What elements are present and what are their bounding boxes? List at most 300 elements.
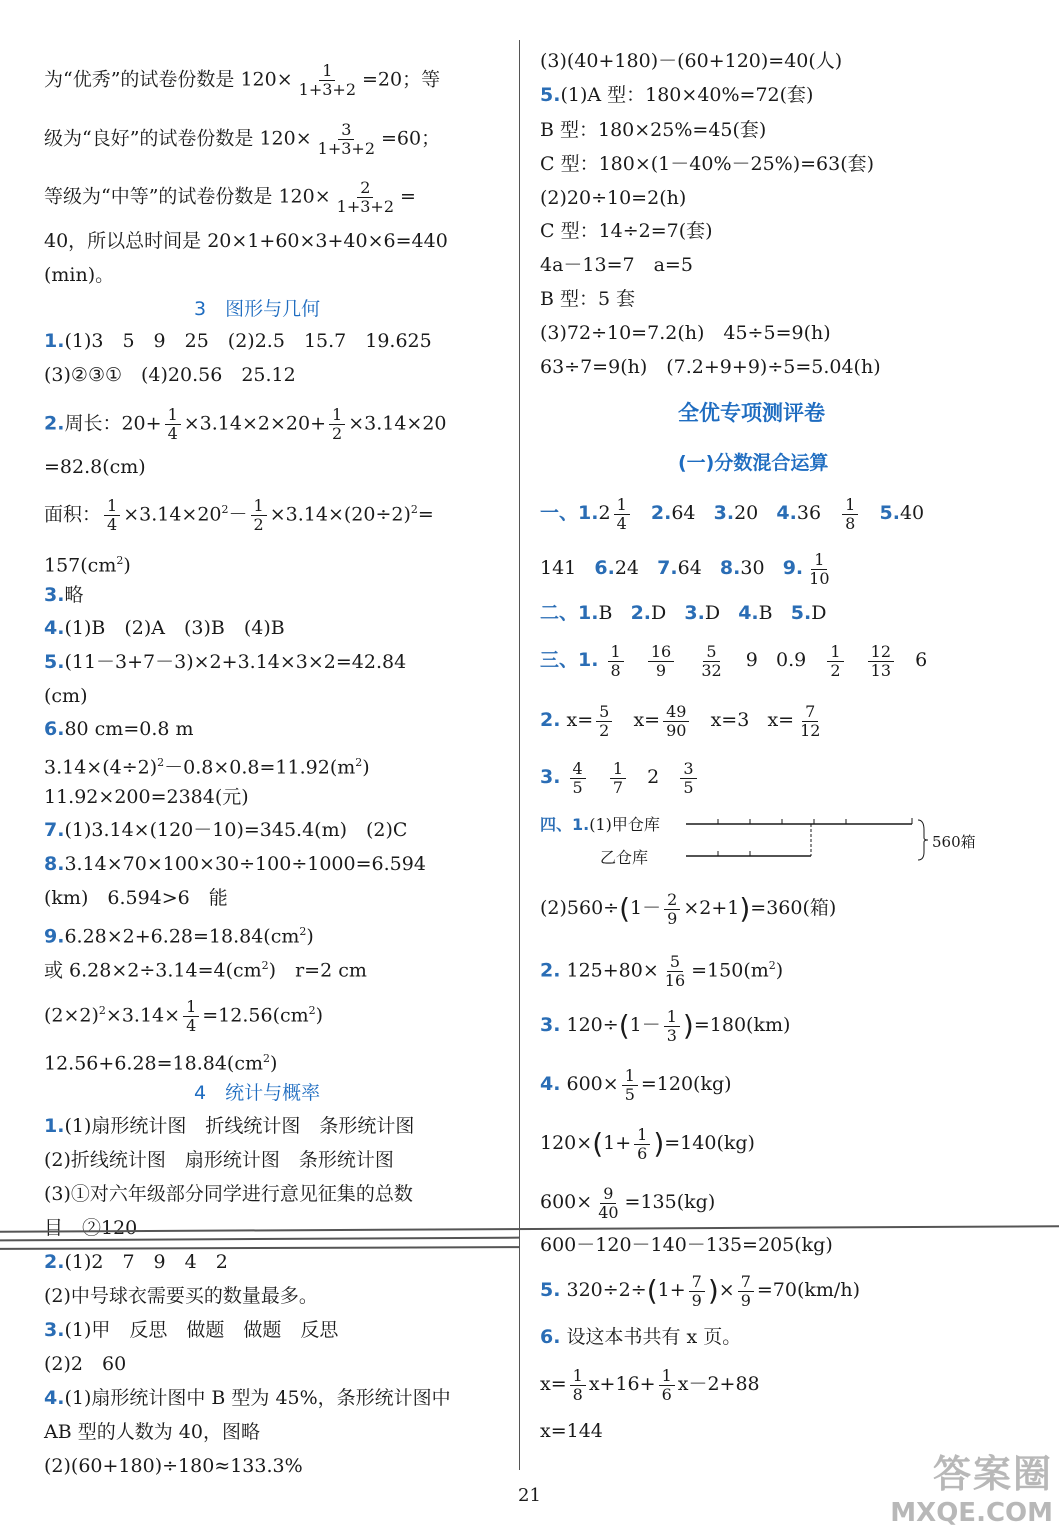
answer-line	[540, 82, 813, 108]
diagram-label: 乙仓库	[600, 848, 649, 867]
answer-line	[540, 548, 836, 588]
superscript: 2	[355, 756, 363, 769]
answer-line: 600－120－140－135=205(kg)	[540, 1234, 833, 1256]
text: 1－	[630, 897, 662, 919]
section-label: 二、	[540, 602, 579, 624]
text: )	[362, 756, 370, 779]
numerator: 16	[648, 643, 674, 662]
answer-line	[540, 812, 660, 838]
answer-line: (2)2 60	[44, 1353, 127, 1375]
answer-line	[540, 600, 826, 626]
answer-line	[540, 1182, 715, 1222]
denominator: 4	[616, 513, 627, 533]
question-number: 5.	[879, 502, 900, 524]
watermark-line: MXQE.COM	[890, 1498, 1053, 1528]
numerator: 12	[868, 643, 894, 662]
answer-line	[540, 1005, 790, 1046]
denominator: 6	[661, 1384, 672, 1404]
question-number: 1.	[572, 815, 590, 834]
text: x+16+	[588, 1373, 656, 1395]
text: D	[704, 602, 721, 624]
superscript: 2	[116, 554, 124, 567]
text: =20；等	[362, 68, 441, 91]
text: 125+80×	[566, 959, 659, 982]
section-label: 四、	[540, 815, 573, 834]
text: 1+	[657, 1279, 686, 1301]
question-number: 1.	[578, 649, 599, 671]
answer-line: 40，所以总时间是 20×1+60×3+40×6=440	[44, 230, 448, 252]
text: 64	[671, 502, 696, 524]
warehouse-a-bar	[686, 818, 912, 824]
fraction	[827, 643, 843, 680]
text: 2	[598, 502, 611, 524]
denominator: 2	[332, 424, 343, 443]
numerator: 9	[600, 1185, 616, 1204]
fraction	[622, 1067, 638, 1104]
watermark	[890, 1443, 1053, 1528]
denominator: 7	[612, 777, 623, 797]
text: 20	[734, 502, 759, 524]
numerator: 5	[667, 953, 683, 972]
text: 80 cm=0.8 m	[64, 718, 194, 740]
paren: )	[653, 1127, 665, 1160]
text: (2)560÷	[540, 897, 620, 919]
paren: )	[682, 1009, 694, 1042]
superscript: 2	[98, 1004, 106, 1018]
answer-line: (3)②③① (4)20.56 25.12	[44, 364, 296, 386]
text: 600×	[540, 1191, 593, 1213]
fraction	[868, 643, 894, 680]
answer-line	[44, 851, 426, 877]
question-number: 4.	[44, 617, 65, 639]
numerator: 1	[842, 496, 858, 515]
answer-line	[44, 582, 83, 608]
numerator: 3	[338, 121, 354, 140]
answer-line: AB 型的人数为 40，图略	[44, 1421, 260, 1443]
text: )	[270, 1052, 278, 1075]
answer-line: 4a－13=7 a=5	[540, 254, 693, 276]
fraction	[842, 496, 858, 533]
numerator: 1	[251, 497, 267, 516]
section-title: 3 图形与几何	[194, 298, 321, 320]
numerator: 1	[614, 496, 630, 515]
answer-line	[540, 1324, 741, 1350]
warehouse-b-bar	[686, 824, 811, 856]
text: )	[315, 1004, 324, 1027]
question-number: 8.	[719, 557, 741, 579]
page-number: 21	[518, 1485, 541, 1506]
fraction	[634, 1126, 650, 1163]
text: 9	[745, 649, 758, 671]
section-label: 一、	[540, 502, 579, 524]
fraction	[680, 760, 696, 797]
fraction	[183, 998, 199, 1035]
text: －0.8×0.8=11.92(m	[164, 756, 356, 779]
denominator: 13	[870, 660, 892, 680]
answer-line	[44, 750, 370, 780]
answer-line: C 型：14÷2=7(套)	[540, 220, 713, 242]
fraction	[698, 643, 724, 680]
text: ) r=2 cm	[268, 959, 367, 982]
answer-line: (cm)	[44, 685, 88, 707]
question-number: 4.	[44, 1387, 65, 1409]
column-divider	[519, 40, 520, 1470]
numerator: 3	[680, 760, 696, 779]
numerator: 1	[329, 406, 345, 425]
answer-line: (km) 6.594>6 能	[44, 887, 228, 909]
scan-line	[0, 1246, 520, 1250]
denominator: 8	[845, 513, 856, 533]
text: )	[775, 959, 784, 982]
answer-line: =82.8(cm)	[44, 456, 146, 478]
superscript: 2	[261, 959, 269, 972]
paren: (	[619, 892, 631, 925]
question-number: 3.	[44, 1319, 65, 1341]
denominator: 9	[740, 1290, 751, 1310]
text: 6.28×2+6.28=18.84(cm	[64, 925, 300, 948]
text: =	[417, 503, 434, 526]
diagram-label: (1)甲仓库	[589, 815, 660, 834]
answer-line	[44, 406, 447, 443]
text: ×2+1	[683, 897, 740, 919]
question-number: 1.	[44, 330, 65, 352]
text: 设这本书共有 x 页。	[566, 1326, 742, 1348]
answer-line: 11.92×200=2384(元)	[44, 786, 249, 808]
numerator: 7	[738, 1273, 754, 1292]
denominator: 2	[830, 660, 841, 680]
text: D	[651, 602, 667, 624]
answer-line	[540, 757, 700, 797]
answer-line: x=144	[540, 1420, 603, 1442]
answer-line	[540, 640, 927, 680]
question-number: 4.	[776, 502, 797, 524]
fraction	[608, 643, 624, 680]
answer-line	[44, 179, 416, 216]
text: ×3.14×20	[348, 412, 447, 435]
numerator: 7	[689, 1273, 705, 1292]
fraction	[662, 953, 688, 990]
superscript: 2	[768, 959, 776, 972]
answer-line	[44, 716, 194, 742]
text: 略	[64, 584, 84, 606]
answer-line	[44, 1046, 277, 1076]
question-number: 3.	[44, 584, 65, 606]
superscript: 2	[299, 925, 307, 938]
scan-line	[0, 1225, 1059, 1233]
numerator: 1	[610, 760, 626, 779]
answer-line: (2)中号球衣需要买的数量最多。	[44, 1285, 318, 1307]
numerator: 5	[703, 643, 719, 662]
answer-line: C 型：180×(1－40%－25%)=63(套)	[540, 153, 875, 175]
question-number: 2.	[650, 502, 672, 524]
section-title: 4 统计与概率	[194, 1082, 321, 1104]
numerator: 1	[622, 1067, 638, 1086]
denominator: 3	[666, 1025, 677, 1045]
answer-line: B 型：5 套	[540, 288, 636, 310]
denominator: 40	[598, 1202, 619, 1222]
answer-line	[44, 1249, 228, 1275]
subsection-title: (一)分数混合运算	[678, 452, 829, 474]
question-number: 7.	[44, 819, 65, 841]
text: (1)3.14×(120－10)=345.4(m) (2)C	[64, 819, 408, 841]
answer-line	[44, 998, 323, 1035]
fraction	[806, 551, 832, 588]
fraction	[104, 497, 120, 534]
question-number: 2.	[630, 602, 652, 624]
denominator: 4	[107, 515, 118, 534]
answer-line	[540, 1364, 760, 1404]
answer-line: (3)72÷10=7.2(h) 45÷5=9(h)	[540, 322, 831, 344]
text: =60；	[381, 127, 441, 150]
text: D	[811, 602, 827, 624]
numerator: 2	[664, 891, 680, 910]
text: x=	[540, 1373, 567, 1395]
denominator: 4	[167, 424, 178, 443]
section-label: 三、	[540, 649, 579, 671]
answer-line: B 型：180×25%=45(套)	[540, 119, 767, 141]
question-number: 2.	[44, 1251, 65, 1273]
test-title: 全优专项测评卷	[678, 401, 825, 425]
answer-line: (3)(40+180)－(60+120)=40(人)	[540, 50, 843, 72]
question-number: 5.	[790, 602, 812, 624]
answer-line	[540, 493, 924, 533]
text: (1)扇形统计图中 B 型为 45%，条形统计图中	[64, 1387, 451, 1409]
text: x=	[633, 709, 661, 731]
text: 3.14×70×100×30÷100÷1000=6.594	[64, 853, 426, 875]
question-number: 3.	[684, 602, 705, 624]
numerator: 1	[608, 643, 624, 662]
fraction	[596, 703, 612, 740]
fraction	[659, 1367, 675, 1404]
denominator: 2	[253, 515, 264, 534]
denominator: 12	[800, 720, 821, 740]
question-number: 6.	[594, 557, 615, 579]
text: 或 6.28×2÷3.14=4(cm	[44, 959, 262, 982]
answer-line: 目 ②120	[44, 1217, 138, 1239]
question-number: 9.	[44, 925, 65, 948]
numerator: 1	[570, 1367, 586, 1386]
text: 级为“良好”的试卷份数是 120×	[44, 127, 312, 150]
text: 157(cm	[44, 554, 117, 577]
text: 36	[796, 502, 822, 524]
answer-line	[44, 1113, 414, 1139]
text: 64	[677, 557, 702, 579]
denominator: 1+3+2	[317, 139, 376, 158]
answer-line	[44, 328, 432, 354]
question-number: 5.	[540, 84, 561, 106]
fraction	[296, 62, 359, 99]
text: 12.56+6.28=18.84(cm	[44, 1052, 264, 1075]
fraction	[610, 760, 626, 797]
text: B	[598, 602, 613, 624]
denominator: 8	[610, 660, 621, 680]
fraction	[664, 1008, 680, 1045]
denominator: 5	[624, 1084, 635, 1104]
text: 3.14×(4÷2)	[44, 756, 158, 779]
fraction	[251, 497, 267, 534]
numerator: 1	[319, 62, 335, 81]
answer-line	[540, 1270, 860, 1311]
answer-line	[540, 1123, 755, 1164]
text: x=3	[710, 709, 750, 731]
question-number: 1.	[44, 1115, 65, 1137]
denominator: 90	[666, 720, 687, 740]
fraction	[738, 1273, 754, 1310]
text: 6	[915, 649, 928, 671]
text: 120×	[540, 1132, 593, 1154]
text: 面积：	[44, 503, 102, 526]
answer-line	[44, 649, 406, 675]
question-number: 2.	[44, 412, 65, 435]
text: (1)B (2)A (3)B (4)B	[64, 617, 285, 639]
denominator: 1+3+2	[336, 197, 395, 216]
numerator: 1	[104, 497, 120, 516]
denominator: 8	[572, 1384, 583, 1404]
question-number: 9.	[782, 557, 804, 579]
text: ×3.14×	[105, 1004, 181, 1027]
answer-line	[540, 1064, 732, 1104]
question-number: 5.	[44, 651, 65, 673]
denominator: 2	[599, 720, 610, 740]
answer-line: (2)20÷10=2(h)	[540, 187, 687, 209]
answer-line: 63÷7=9(h) (7.2+9+9)÷5=5.04(h)	[540, 356, 881, 378]
superscript: 2	[308, 1004, 316, 1018]
question-number: 1.	[578, 502, 599, 524]
text: (1)3 5 9 25 (2)2.5 15.7 19.625	[64, 330, 432, 352]
text: =135(kg)	[624, 1191, 716, 1213]
question-number: 6.	[540, 1326, 561, 1348]
question-number: 2.	[540, 959, 561, 982]
text: 0.9	[776, 649, 807, 671]
question-number: 8.	[44, 853, 65, 875]
numerator: 2	[357, 179, 373, 198]
text: =140(kg)	[664, 1132, 755, 1154]
superscript: 2	[157, 756, 165, 769]
answer-line	[44, 497, 434, 534]
fraction	[663, 703, 689, 740]
text: =120(kg)	[640, 1073, 732, 1095]
text: 600×	[566, 1073, 619, 1095]
text: (1)扇形统计图 折线统计图 条形统计图	[64, 1115, 415, 1137]
numerator: 1	[165, 406, 181, 425]
text: 1－	[629, 1014, 661, 1036]
text: x－2+88	[677, 1373, 760, 1395]
text: B	[758, 602, 773, 624]
fraction	[664, 891, 680, 928]
question-number: 1.	[578, 602, 599, 624]
text: 等级为“中等”的试卷份数是 120×	[44, 185, 331, 208]
denominator: 16	[664, 970, 686, 990]
answer-line	[44, 615, 285, 641]
text: (1)甲 反思 做题 做题 反思	[64, 1319, 339, 1341]
answer-line	[44, 1385, 451, 1411]
denominator: 5	[683, 777, 694, 797]
text: (1)A 型：180×40%=72(套)	[560, 84, 814, 106]
text: ×3.14×(20÷2)	[269, 503, 411, 526]
superscript: 2	[410, 503, 418, 517]
answer-line	[44, 953, 367, 983]
watermark-line: 答案圈	[932, 1452, 1053, 1496]
text: =12.56(cm	[202, 1004, 309, 1027]
paren: )	[707, 1274, 719, 1307]
answer-line	[44, 121, 440, 158]
denominator: 32	[701, 660, 722, 680]
text: =70(km/h)	[756, 1279, 860, 1301]
fraction	[570, 1367, 586, 1404]
answer-line	[540, 888, 836, 929]
answer-line	[44, 919, 314, 949]
text: 周长：20+	[64, 412, 162, 435]
numerator: 1	[634, 1126, 650, 1145]
fraction	[614, 496, 630, 533]
numerator: 4	[570, 760, 586, 779]
question-number: 4.	[540, 1073, 561, 1095]
brace	[918, 820, 928, 860]
text: 30	[740, 557, 765, 579]
numerator: 1	[827, 643, 843, 662]
text: x=	[767, 709, 795, 731]
denominator: 1+3+2	[298, 80, 357, 99]
segment-diagram	[680, 812, 930, 866]
fraction	[570, 760, 586, 797]
denominator: 9	[655, 660, 667, 680]
text: －	[228, 503, 248, 526]
question-number: 7.	[657, 557, 678, 579]
fraction	[334, 179, 397, 216]
denominator: 4	[186, 1016, 197, 1035]
text: =	[400, 185, 416, 208]
fraction	[689, 1273, 705, 1310]
numerator: 1	[811, 551, 827, 570]
text: 24	[614, 557, 640, 579]
text: =360(箱)	[750, 897, 837, 919]
denominator: 9	[667, 908, 678, 928]
fraction	[329, 406, 345, 443]
denominator: 10	[809, 568, 830, 588]
text: ×	[718, 1279, 735, 1301]
text: 141	[540, 557, 577, 579]
superscript: 2	[221, 503, 229, 517]
text: ×3.14×20	[123, 503, 222, 526]
question-number: 6.	[44, 718, 65, 740]
answer-line: (2)折线统计图 扇形统计图 条形统计图	[44, 1149, 394, 1171]
answer-line: (min)。	[44, 264, 115, 286]
numerator: 7	[802, 703, 818, 722]
numerator: 5	[596, 703, 612, 722]
numerator: 49	[663, 703, 689, 722]
question-number: 2.	[540, 709, 561, 731]
paren: (	[618, 1009, 630, 1042]
text: )	[306, 925, 314, 948]
numerator: 1	[664, 1008, 680, 1027]
text: (11－3+7－3)×2+3.14×3×2=42.84	[64, 651, 407, 673]
text: 为“优秀”的试卷份数是 120×	[44, 68, 293, 91]
denominator: 5	[572, 777, 583, 797]
question-number: 4.	[738, 602, 759, 624]
text: )	[123, 554, 131, 577]
question-number: 5.	[540, 1279, 561, 1301]
fraction	[165, 406, 181, 443]
answer-line	[540, 946, 783, 990]
text: =180(km)	[693, 1014, 791, 1036]
text: 40	[899, 502, 925, 524]
fraction	[797, 703, 823, 740]
answer-line	[44, 817, 407, 843]
text: 120÷	[566, 1014, 619, 1036]
fraction	[595, 1185, 621, 1222]
answer-line	[44, 548, 131, 578]
text: 1+	[603, 1132, 632, 1154]
